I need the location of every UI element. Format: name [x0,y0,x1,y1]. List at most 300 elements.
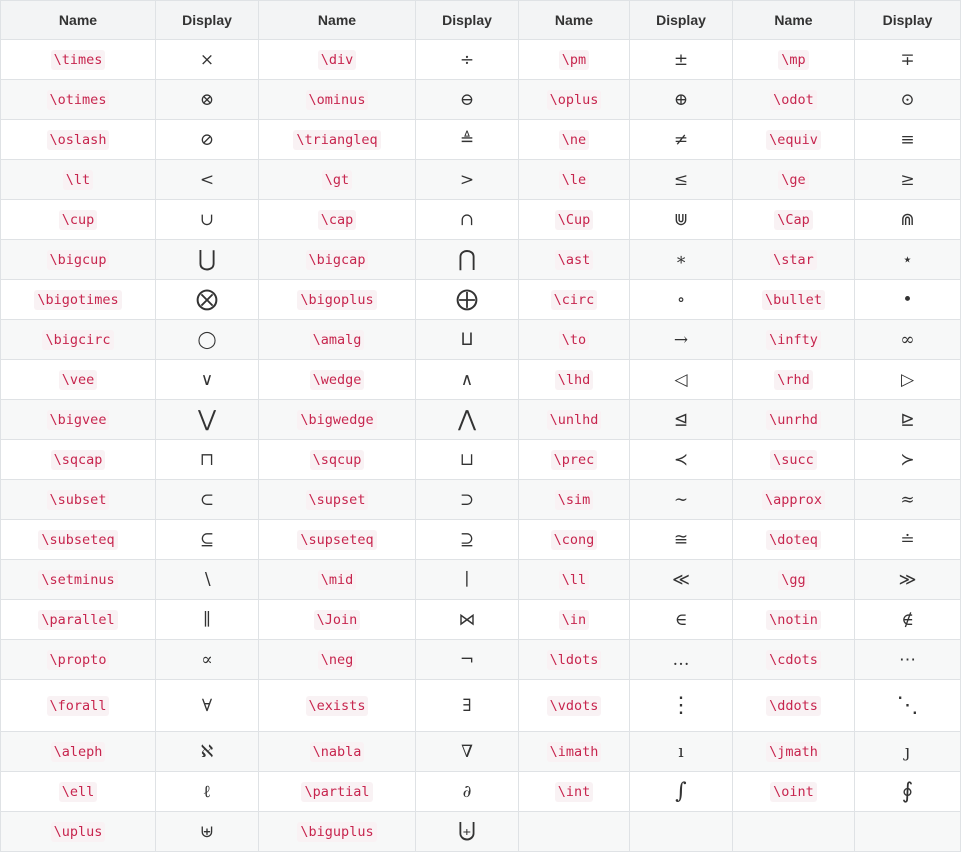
symbol-display-cell [416,320,519,360]
latex-command: \subseteq [38,530,117,550]
symbol-display-cell [156,200,259,240]
rendered-symbol: < [199,169,215,190]
latex-command: \exists [306,696,369,716]
symbol-display-cell [416,772,519,812]
rendered-symbol: ⋁ [197,407,217,432]
symbol-name-cell [733,320,855,360]
column-header-name: Name [519,1,630,40]
symbol-name-cell [1,80,156,120]
column-header-display: Display [156,1,259,40]
rendered-symbol: • [902,289,913,310]
symbol-name-cell [1,240,156,280]
rendered-symbol: ⋀ [457,407,477,432]
symbol-name-cell [1,280,156,320]
symbol-display-cell [855,640,961,680]
rendered-symbol: ⊴ [673,409,689,430]
latex-command: \Cap [774,210,813,230]
rendered-symbol: ⊆ [199,529,215,550]
symbol-display-cell [156,680,259,732]
latex-command: \bigcirc [42,330,113,350]
rendered-symbol: ≫ [898,569,917,590]
latex-command: \to [559,330,589,350]
latex-command: \bigcap [306,250,369,270]
symbol-display-cell [156,160,259,200]
rendered-symbol: ≠ [673,129,689,150]
symbol-name-cell [733,772,855,812]
symbol-display-cell [416,40,519,80]
symbol-display-cell [156,40,259,80]
latex-command: \sqcap [51,450,106,470]
symbol-name-cell [259,560,416,600]
symbol-display-cell [855,80,961,120]
column-header-display: Display [630,1,733,40]
symbol-name-cell [733,200,855,240]
symbol-name-cell [519,772,630,812]
symbol-display-cell [156,560,259,600]
symbol-display-cell [630,640,733,680]
symbol-display-cell [630,400,733,440]
latex-command: \cdots [766,650,821,670]
table-row [1,772,961,812]
table-row [1,160,961,200]
rendered-symbol: ⊓ [199,449,215,470]
symbol-display-cell [855,520,961,560]
symbol-display-cell [156,600,259,640]
rendered-symbol: ⨁ [456,287,478,312]
column-header-display: Display [855,1,961,40]
latex-command: \unrhd [766,410,821,430]
symbol-name-cell [733,560,855,600]
latex-command: \unlhd [547,410,602,430]
rendered-symbol: ∉ [901,609,914,630]
symbol-name-cell [1,732,156,772]
symbol-name-cell [733,812,855,852]
rendered-symbol: ¬ [459,649,475,670]
latex-command: \supset [306,490,369,510]
table-row [1,80,961,120]
symbol-display-cell [156,400,259,440]
symbol-display-cell [630,812,733,852]
rendered-symbol: ◯ [197,329,217,350]
symbol-name-cell [259,240,416,280]
rendered-symbol: ⊃ [459,489,475,510]
latex-command: \imath [547,742,602,762]
symbol-name-cell [519,600,630,640]
table-row [1,400,961,440]
latex-command: \triangleq [293,130,380,150]
symbol-display-cell [416,160,519,200]
symbol-name-cell [733,40,855,80]
latex-command: \bigwedge [297,410,376,430]
latex-command: \bigcup [47,250,110,270]
symbol-display-cell [416,440,519,480]
table-row [1,360,961,400]
rendered-symbol: ∧ [460,369,474,390]
symbol-display-cell [855,600,961,640]
symbol-name-cell [259,732,416,772]
symbol-display-cell [630,120,733,160]
latex-command: \oint [770,782,817,802]
latex-command: \approx [762,490,825,510]
symbol-name-cell [1,360,156,400]
latex-command: \forall [47,696,110,716]
rendered-symbol: ∼ [673,489,689,510]
symbol-name-cell [1,680,156,732]
latex-command: \ast [555,250,594,270]
rendered-symbol: ≡ [900,129,915,150]
header-row [1,1,961,40]
symbol-display-cell [855,360,961,400]
table-row [1,732,961,772]
latex-command: \bigvee [47,410,110,430]
rendered-symbol: ⨿ [460,329,474,350]
rendered-symbol: ∮ [901,779,914,804]
symbol-name-cell [1,520,156,560]
symbol-name-cell [1,640,156,680]
latex-command: \partial [301,782,372,802]
symbol-name-cell [519,240,630,280]
symbol-display-cell [630,160,733,200]
symbol-name-cell [259,80,416,120]
symbol-name-cell [259,200,416,240]
latex-command: \mid [318,570,357,590]
symbol-name-cell [519,280,630,320]
rendered-symbol: ⋒ [900,209,915,230]
rendered-symbol: ≪ [672,569,690,590]
table-row [1,320,961,360]
rendered-symbol: ≻ [900,449,915,470]
symbol-name-cell [259,280,416,320]
rendered-symbol: ⊘ [199,129,215,150]
latex-command: \pm [559,50,589,70]
rendered-symbol: ⊔ [459,449,475,470]
symbol-name-cell [259,480,416,520]
latex-command: \neg [318,650,357,670]
rendered-symbol: ⋮ [670,693,692,718]
table-row [1,240,961,280]
symbol-name-cell [259,600,416,640]
symbol-display-cell [416,240,519,280]
rendered-symbol: ⋃ [197,247,217,272]
symbol-display-cell [156,280,259,320]
latex-command: \cap [318,210,357,230]
latex-command: \ominus [306,90,369,110]
symbol-display-cell [156,120,259,160]
symbol-name-cell [733,680,855,732]
symbol-display-cell [416,80,519,120]
symbol-name-cell [519,400,630,440]
rendered-symbol: ⋂ [457,247,477,272]
rendered-symbol: × [199,49,215,70]
latex-command: \amalg [310,330,365,350]
column-header-name: Name [1,1,156,40]
latex-command: \lt [63,170,93,190]
latex-command: \infty [766,330,821,350]
symbol-display-cell [156,480,259,520]
rendered-symbol: ȷ [904,741,911,762]
rendered-symbol: → [673,329,689,350]
symbol-display-cell [855,120,961,160]
rendered-symbol: ∨ [200,369,214,390]
latex-command: \star [770,250,817,270]
symbol-display-cell [855,440,961,480]
rendered-symbol: ∈ [674,609,688,630]
table-row [1,812,961,852]
symbol-display-cell [855,160,961,200]
latex-command: \rhd [774,370,813,390]
symbol-name-cell [519,80,630,120]
symbol-display-cell [630,80,733,120]
rendered-symbol: ⋱ [896,693,919,718]
symbol-name-cell [519,480,630,520]
symbol-display-cell [156,640,259,680]
rendered-symbol: ⊗ [199,89,215,110]
symbol-name-cell [259,160,416,200]
symbol-display-cell [416,400,519,440]
table-row [1,200,961,240]
rendered-symbol: ⊂ [199,489,215,510]
latex-command: \setminus [38,570,117,590]
symbol-name-cell [259,680,416,732]
symbol-display-cell [630,440,733,480]
rendered-symbol: ℵ [200,741,214,762]
rendered-symbol: ▷ [900,369,915,390]
symbol-display-cell [630,320,733,360]
rendered-symbol: ⊖ [459,89,475,110]
latex-command: \div [318,50,357,70]
latex-command: \biguplus [297,822,376,842]
table-row [1,120,961,160]
symbol-name-cell [1,200,156,240]
symbol-display-cell [855,812,961,852]
rendered-symbol: ⋈ [458,609,476,630]
rendered-symbol: ∗ [675,249,687,270]
symbol-name-cell [519,120,630,160]
latex-command: \propto [47,650,110,670]
rendered-symbol: ⊕ [673,89,689,110]
rendered-symbol: ⊙ [900,89,915,110]
rendered-symbol: ≅ [673,529,689,550]
latex-command: \oslash [47,130,110,150]
rendered-symbol: ≈ [900,489,915,510]
table-body [1,40,961,852]
symbol-display-cell [855,40,961,80]
latex-command: \ldots [547,650,602,670]
latex-command: \bigoplus [297,290,376,310]
symbol-name-cell [1,440,156,480]
rendered-symbol: ≐ [900,529,915,550]
rendered-symbol: ∘ [676,289,686,310]
rendered-symbol: ∪ [199,209,215,230]
latex-command: \bullet [762,290,825,310]
symbol-display-cell [855,772,961,812]
rendered-symbol: ⨂ [196,287,218,312]
latex-command: \nabla [310,742,365,762]
symbol-display-cell [416,280,519,320]
latex-command: \otimes [47,90,110,110]
latex-command: \ge [778,170,808,190]
latex-command: \cong [551,530,598,550]
latex-command: \aleph [51,742,106,762]
symbol-display-cell [630,732,733,772]
symbol-name-cell [519,520,630,560]
symbol-name-cell [1,560,156,600]
symbol-display-cell [630,600,733,640]
symbol-name-cell [1,600,156,640]
latex-command: \lhd [555,370,594,390]
symbol-name-cell [1,772,156,812]
latex-command: \sqcup [310,450,365,470]
symbol-name-cell [733,732,855,772]
symbol-display-cell [416,200,519,240]
rendered-symbol: ∖ [201,569,213,590]
symbol-display-cell [855,200,961,240]
symbol-name-cell [519,200,630,240]
latex-command: \Join [314,610,361,630]
rendered-symbol: ∀ [201,695,213,716]
rendered-symbol: ⨄ [458,819,476,844]
rendered-symbol: ÷ [459,49,475,70]
symbol-display-cell [855,480,961,520]
symbol-name-cell [733,440,855,480]
latex-command: \prec [551,450,598,470]
symbol-name-cell [259,400,416,440]
symbol-display-cell [855,240,961,280]
symbol-display-cell [156,440,259,480]
rendered-symbol: ∣ [464,569,470,590]
table-row [1,600,961,640]
table-row [1,560,961,600]
symbol-display-cell [630,680,733,732]
latex-command: \ell [59,782,98,802]
symbol-display-cell [156,320,259,360]
column-header-name: Name [733,1,855,40]
latex-command: \mp [778,50,808,70]
symbol-display-cell [630,240,733,280]
latex-command: \Cup [555,210,594,230]
latex-command: \wedge [310,370,365,390]
symbol-display-cell [855,320,961,360]
symbol-display-cell [156,812,259,852]
symbol-display-cell [156,732,259,772]
rendered-symbol: ⋓ [673,209,689,230]
latex-command: \ne [559,130,589,150]
symbol-display-cell [855,732,961,772]
symbol-display-cell [156,80,259,120]
symbol-name-cell [733,160,855,200]
symbol-name-cell [1,812,156,852]
rendered-symbol: ∝ [201,649,213,670]
latex-command: \succ [770,450,817,470]
latex-command: \vdots [547,696,602,716]
rendered-symbol: ℓ [202,781,212,802]
symbol-display-cell [156,520,259,560]
rendered-symbol: ≤ [673,169,689,190]
column-header-name: Name [259,1,416,40]
latex-command: \cup [59,210,98,230]
symbol-name-cell [519,40,630,80]
symbol-name-cell [259,440,416,480]
latex-command: \supseteq [297,530,376,550]
latex-command: \le [559,170,589,190]
rendered-symbol: ∇ [461,741,473,762]
symbol-name-cell [1,120,156,160]
symbol-name-cell [259,40,416,80]
symbol-name-cell [733,520,855,560]
rendered-symbol: ∫ [675,779,687,804]
rendered-symbol: ⊵ [900,409,915,430]
symbol-display-cell [630,772,733,812]
table-row [1,680,961,732]
symbol-name-cell [733,400,855,440]
column-header-display: Display [416,1,519,40]
rendered-symbol: > [459,169,475,190]
latex-command: \gt [322,170,352,190]
rendered-symbol: ∃ [462,695,472,716]
latex-command: \odot [770,90,817,110]
symbol-display-cell [416,812,519,852]
table-row [1,640,961,680]
rendered-symbol: ⋆ [902,249,913,270]
symbol-display-cell [416,680,519,732]
symbol-display-cell [416,600,519,640]
symbol-name-cell [519,320,630,360]
symbol-name-cell [259,640,416,680]
symbol-display-cell [156,240,259,280]
latex-command: \ddots [766,696,821,716]
symbol-name-cell [1,400,156,440]
symbol-name-cell [733,80,855,120]
latex-command: \gg [778,570,808,590]
rendered-symbol: ⊇ [459,529,475,550]
symbol-name-cell [519,560,630,600]
symbol-display-cell [855,280,961,320]
latex-command: \times [51,50,106,70]
symbol-display-cell [416,480,519,520]
latex-command: \sim [555,490,594,510]
symbol-name-cell [733,280,855,320]
table-header [1,1,961,40]
table-row [1,280,961,320]
rendered-symbol: ∞ [900,329,915,350]
latex-command: \int [555,782,594,802]
symbol-display-cell [416,732,519,772]
symbol-name-cell [1,480,156,520]
table-row [1,40,961,80]
latex-command: \equiv [766,130,821,150]
symbol-name-cell [259,320,416,360]
latex-command: \vee [59,370,98,390]
symbol-name-cell [733,480,855,520]
symbol-name-cell [259,360,416,400]
rendered-symbol: ≜ [459,129,475,150]
rendered-symbol: ≺ [673,449,689,470]
symbol-name-cell [733,240,855,280]
symbol-display-cell [630,280,733,320]
symbol-name-cell [259,520,416,560]
rendered-symbol: ı [678,741,684,762]
symbol-name-cell [519,160,630,200]
rendered-symbol: ≥ [900,169,915,190]
latex-command: \uplus [51,822,106,842]
symbol-display-cell [416,560,519,600]
symbol-display-cell [630,560,733,600]
symbol-name-cell [733,640,855,680]
symbol-name-cell [519,640,630,680]
rendered-symbol: ∩ [459,209,475,230]
symbol-name-cell [519,440,630,480]
symbol-display-cell [156,772,259,812]
